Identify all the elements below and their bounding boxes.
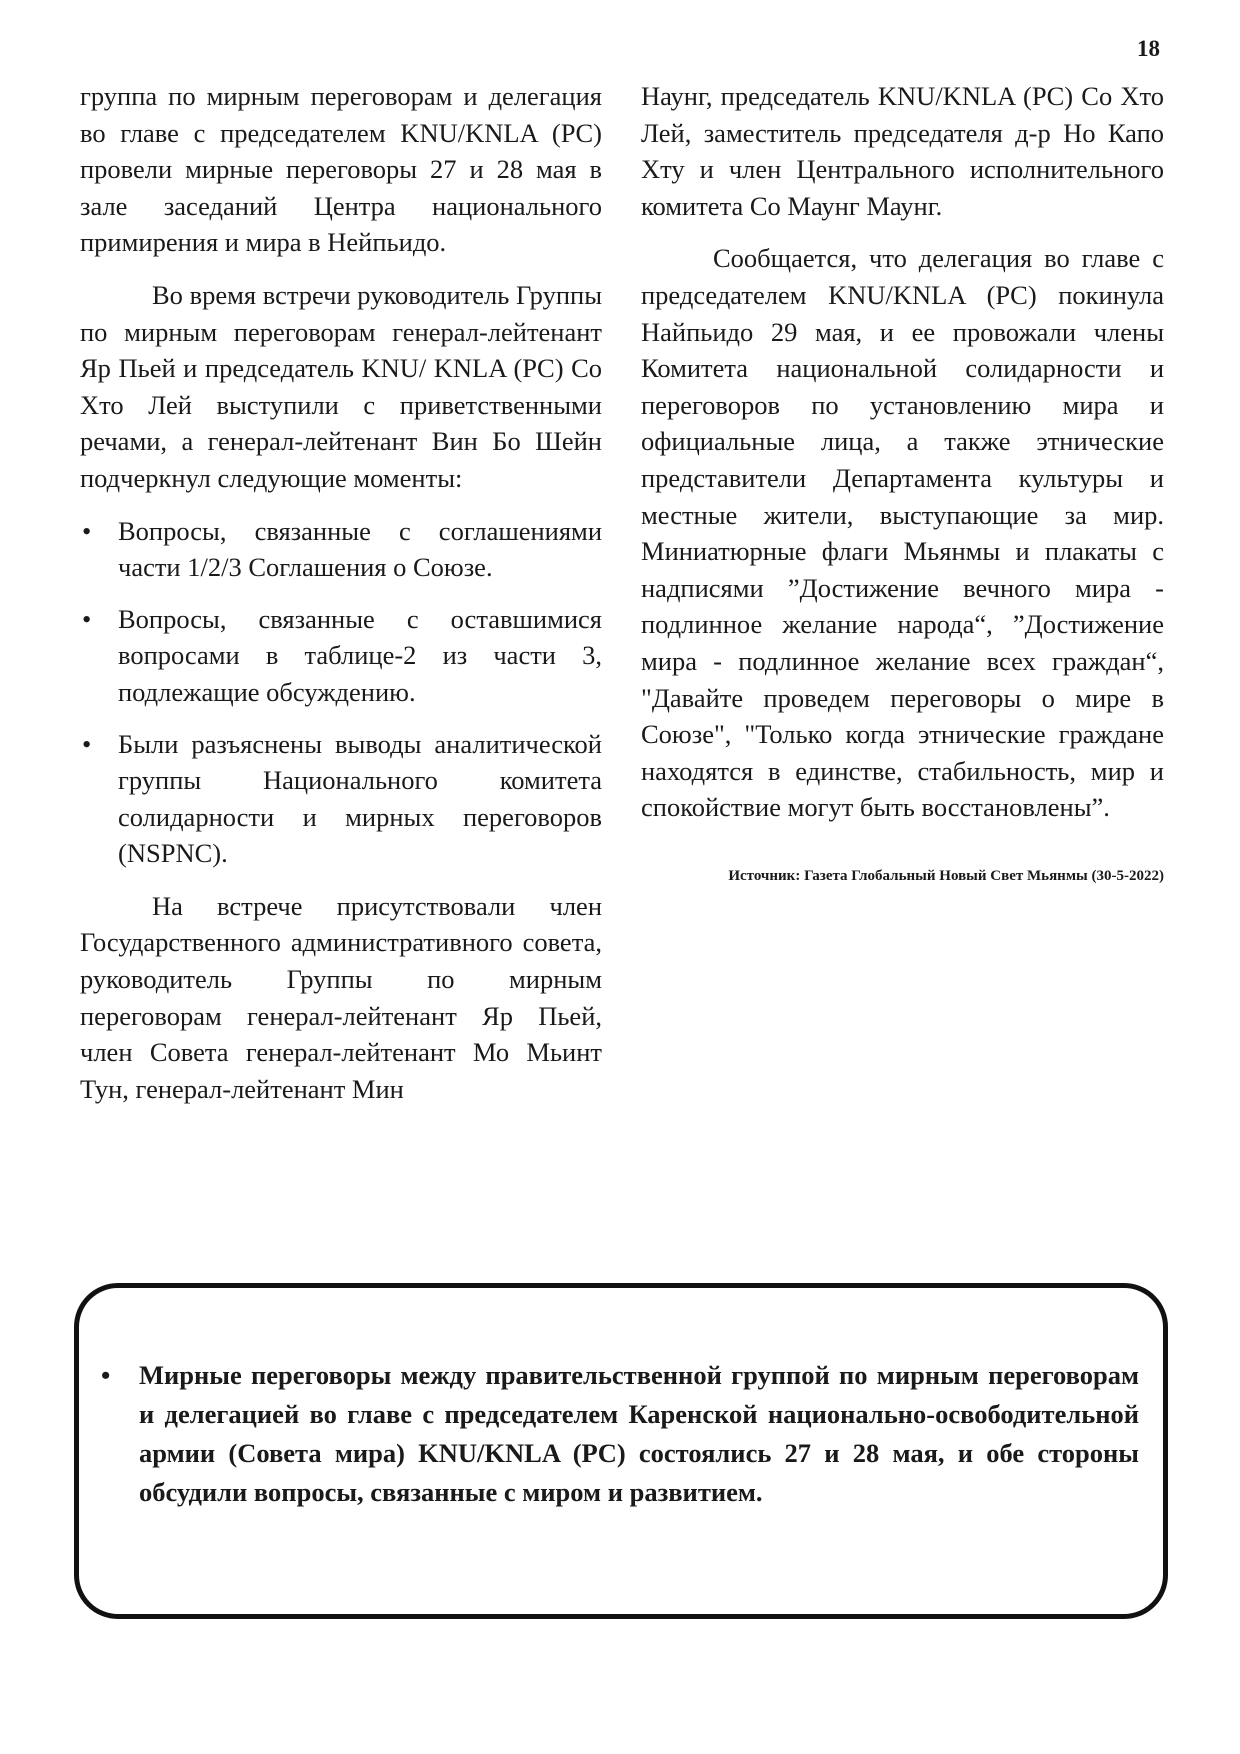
callout-text: Мирные переговоры между правительственной группой по мирным переговорам и делегацией во главе с председателем Каренской национально-освободительной армии (Совета мира) KNU/KNLA (PC) состоялись 27 и 28 мая, и обе стороны обсудили вопросы, связанные с миром и развитием. (139, 1360, 1139, 1507)
callout-item (99, 1356, 1139, 1512)
right-paragraph-1: Наунг, председатель KNU/KNLA (PC) Со Хто Лей, заместитель председателя д-р Но Капо Хту и член Центрального исполнительного комитета Со Маунг Маунг. (641, 81, 1164, 221)
left-paragraph-2: Во время встречи руководитель Группы по мирным переговорам генерал-лейтенант Яр Пьей и председатель KNU/ KNLA (PC) Со Хто Лей выступили с приветственными речами, а генерал-лейтенант Вин Бо Шейн подчеркнул следующие моменты: (80, 279, 602, 493)
list-item (80, 601, 602, 711)
bullet-icon: • (101, 1360, 111, 1390)
bullet-icon: • (82, 515, 92, 546)
summary-callout-box (74, 1283, 1168, 1619)
right-column (641, 78, 1164, 886)
list-item (80, 726, 602, 872)
source-citation: Источник: Газета Глобальный Новый Свет Мьянмы (30-5-2022) (728, 867, 1164, 884)
list-item-text: Были разъяснены выводы аналитической группы Национального комитета солидарности и мирных переговоров (NSPNC). (118, 728, 602, 869)
discussion-points-list (80, 513, 602, 872)
left-paragraph-1: группа по мирным переговорам и делегация во главе с председателем KNU/KNLA (PC) провели мирные переговоры 27 и 28 мая в зале заседаний Центра национального примирения и мира в Нейпьидо. (80, 81, 602, 258)
bullet-icon: • (82, 728, 92, 759)
bullet-icon: • (82, 603, 92, 634)
list-item-text: Вопросы, связанные с оставшимися вопросами в таблице-2 из части 3, подлежащие обсуждению. (118, 603, 602, 707)
left-paragraph-3: На встрече присутствовали член Государственного административного совета, руководитель Группы по мирным переговорам генерал-лейтенант Яр Пьей, член Совета генерал-лейтенант Мо Мьинт Тун, генерал-лейтенант Мин (80, 890, 602, 1104)
page-number: 18 (1137, 36, 1160, 61)
list-item (80, 513, 602, 586)
left-column (80, 78, 602, 1123)
right-paragraph-2: Сообщается, что делегация во главе с председателем KNU/KNLA (PC) покинула Найпьидо 29 мая, и ее провожали члены Комитета национальной солидарности и переговоров по установлению мира и официальные лица, а также этнические представители Департамента культуры и местные жители, выступающие за мир. Миниатюрные флаги Мьянмы и плакаты с надписями ”Достижение вечного мира - подлинное желание народа“, ”Достижение мира - подлинное желание всех граждан“, "Давайте проведем переговоры о мире в Союзе", "Только когда этнические граждане находятся в единстве, стабильность, мир и спокойствие могут быть восстановлены”. (641, 243, 1164, 823)
list-item-text: Вопросы, связанные с соглашениями части 1/2/3 Соглашения о Союзе. (118, 515, 602, 583)
